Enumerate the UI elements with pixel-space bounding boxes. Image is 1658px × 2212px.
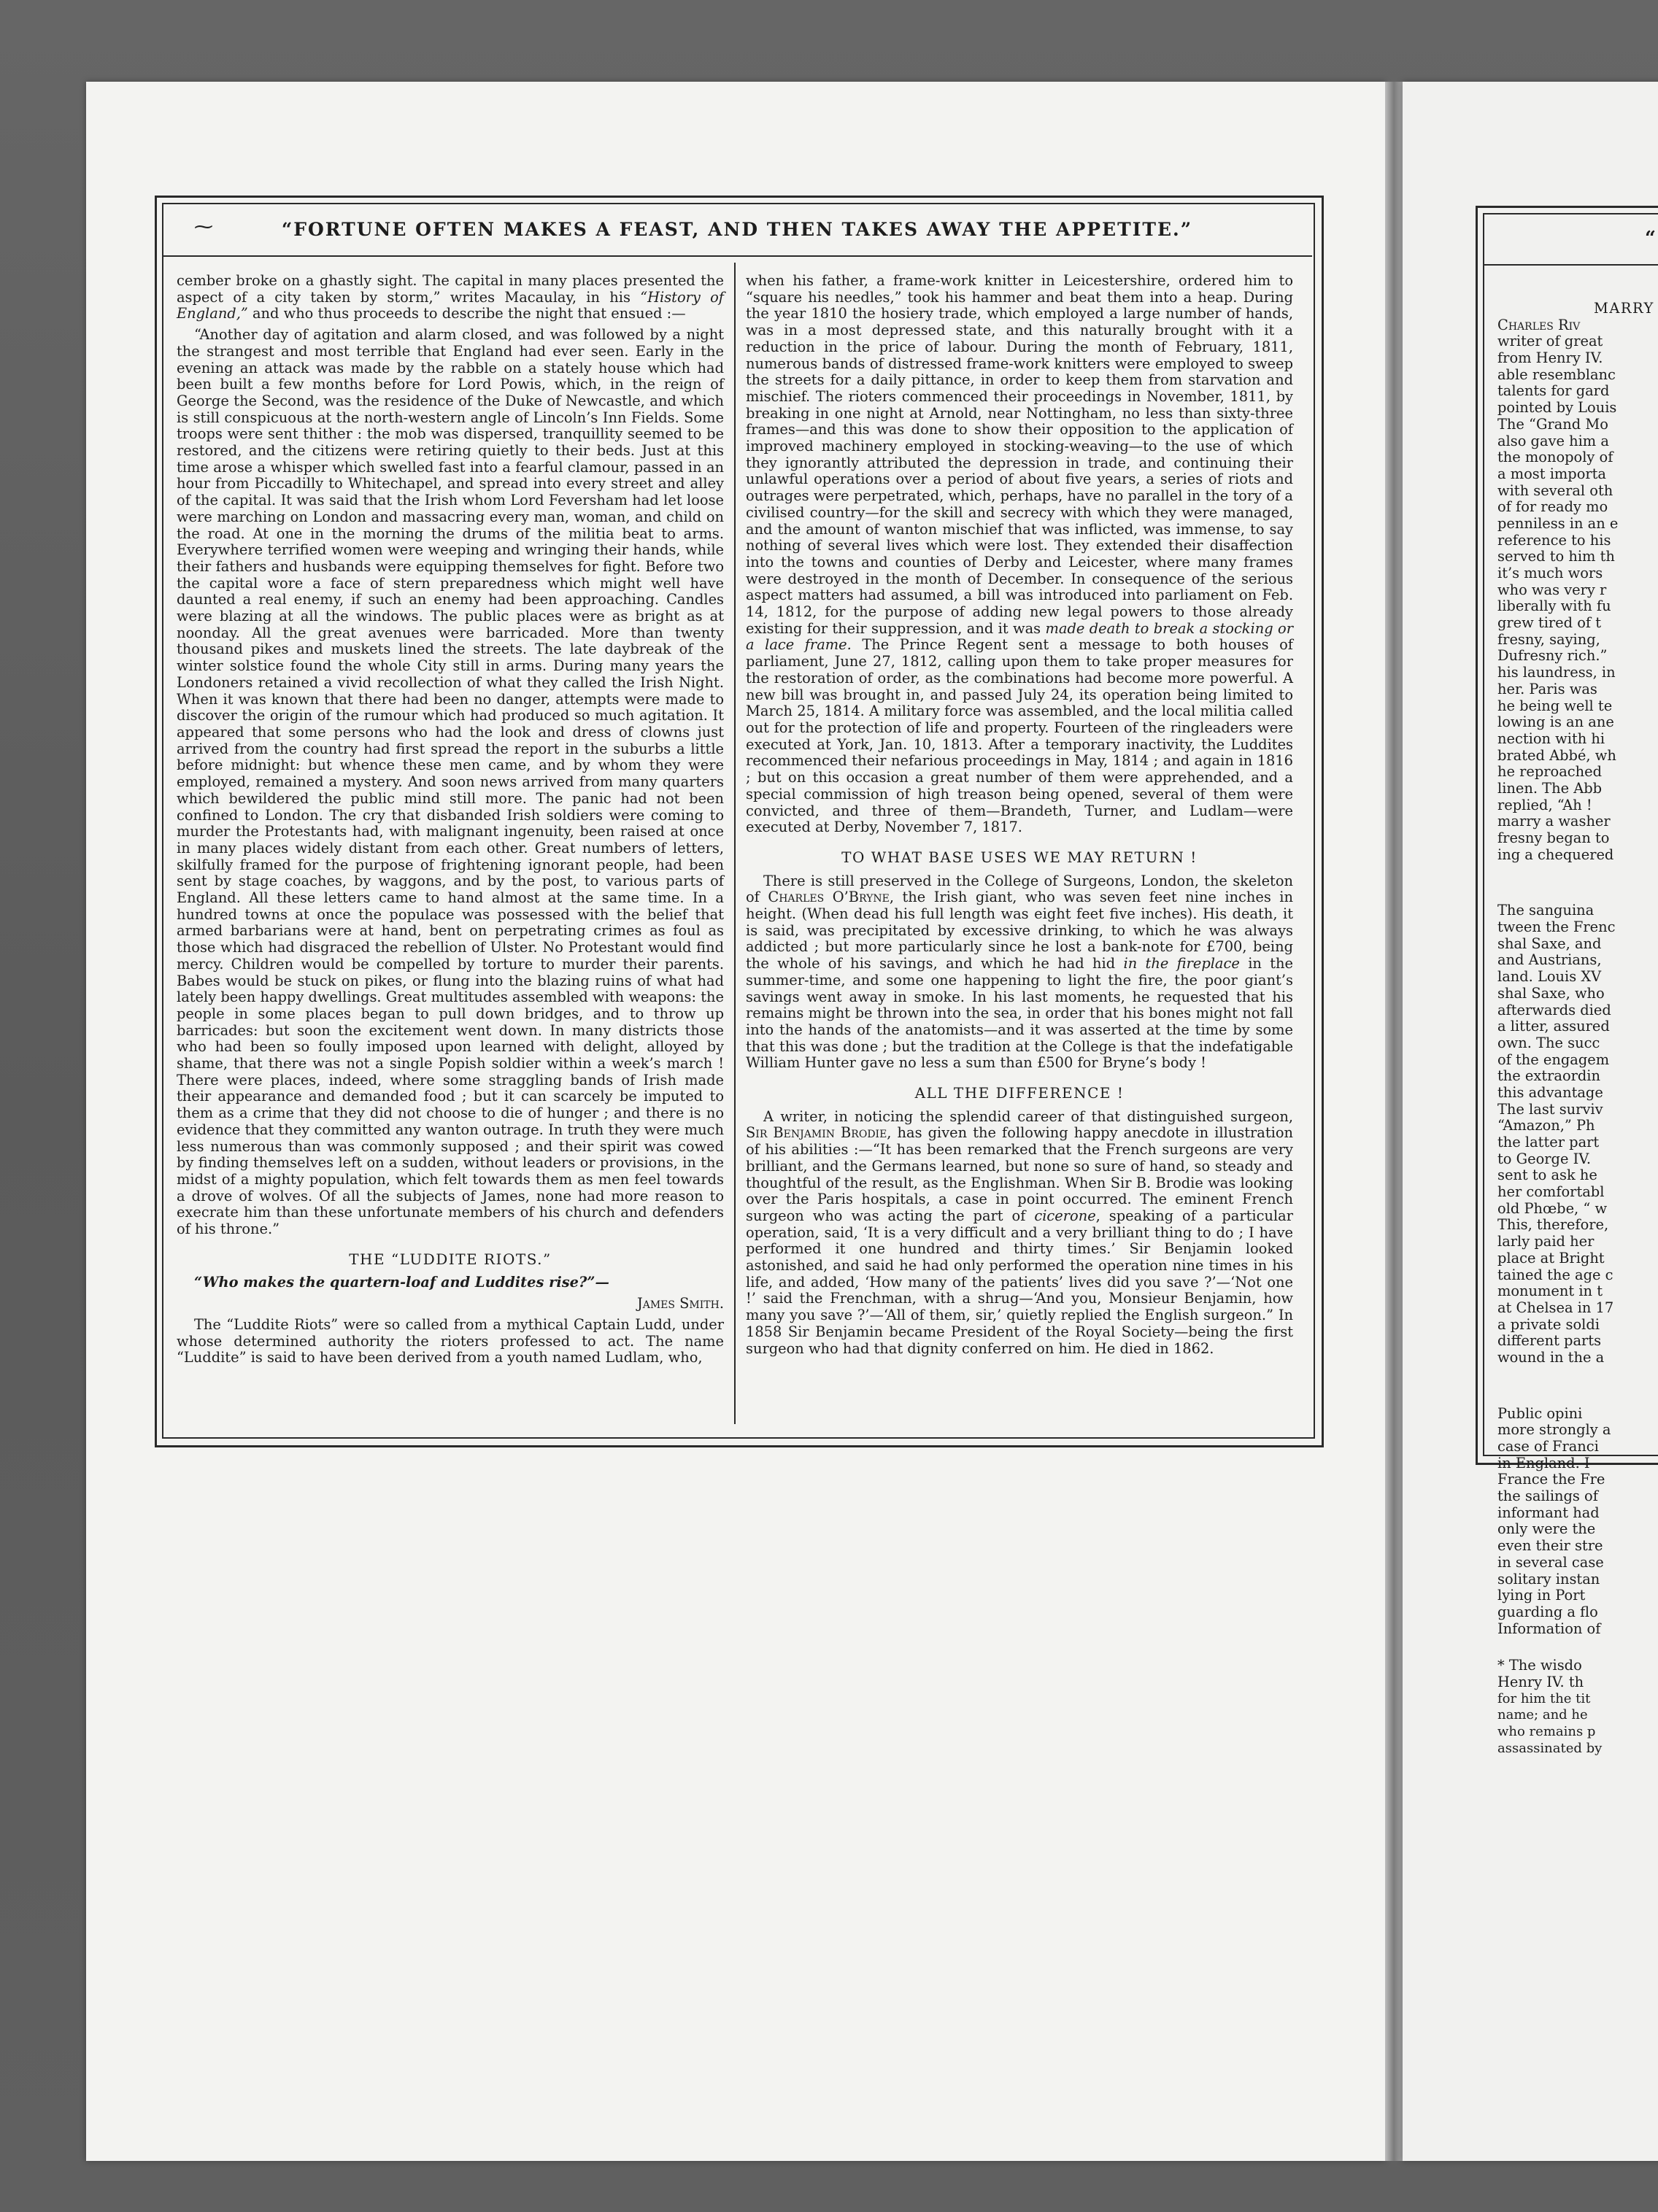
facing-text-line: shal Saxe, and [1497,935,1602,952]
facing-text-line: wound in the a [1497,1348,1605,1366]
facing-text-line: her. Paris was [1497,680,1597,697]
facing-text-line: informant had [1497,1504,1600,1521]
facing-running-header [1483,213,1658,266]
facing-text-line: to George IV. [1497,1150,1592,1167]
facing-text-line: writer of great [1497,333,1603,350]
facing-text-line: nection with hi [1497,730,1605,747]
facing-text-line: brated Abbé, wh [1497,746,1616,764]
facing-text-line: at Chelsea in 17 [1497,1299,1614,1316]
column-divider [734,263,736,1424]
section-heading-difference: ALL THE DIFFERENCE ! [914,1084,1125,1102]
facing-column [1497,301,1658,1757]
facing-text-line: Public opini [1497,1404,1583,1422]
facing-text-line: ing a chequered [1497,846,1614,863]
facing-text-line: a litter, assured [1497,1018,1610,1035]
facing-text-line: Charles Riv [1497,316,1581,333]
facing-text-line: liberally with fu [1497,598,1611,615]
facing-text-line: it’s much wors [1497,565,1603,581]
running-header [162,203,1312,257]
facing-page [1403,82,1658,2161]
facing-text-line: who remains p [1497,1724,1596,1739]
facing-text-line: tween the Frenc [1497,919,1616,936]
facing-text-line: The “Grand Mo [1497,415,1608,433]
facing-text-line: France the Fre [1497,1471,1605,1488]
paragraph-gap [1497,1637,1658,1658]
book-gutter [1385,82,1403,2161]
facing-text-line: able resemblanc [1497,366,1616,383]
facing-text-line: penniless in an e [1497,514,1619,532]
facing-text-line: sent to ask he [1497,1167,1597,1184]
facing-text-line: guarding a flo [1497,1603,1598,1620]
facing-text-line: her comfortabl [1497,1183,1605,1201]
facing-text-line: for him the tit [1497,1690,1591,1706]
facing-text-line: the monopoly of [1497,449,1613,466]
facing-text-line: even their stre [1497,1537,1603,1555]
facing-text-line: in England. I [1497,1454,1590,1472]
facing-text-line: pointed by Louis [1497,399,1617,417]
left-page [86,82,1385,2161]
facing-text-line: case of Franci [1497,1438,1599,1455]
paragraph: A writer, in noticing the splendid career of that distinguished surgeon, Sir Benjamin Brodie, has given the following happy anecdote in illustration of his abilities :—“It has been remarked that the French surgeons are very brilliant, and the Germans learned, but none so sure of hand, so steady and thoughtful of the result, as the Englishman. When Sir B. Brodie was looking over the Paris hospitals, a case in point occurred. The eminent French surgeon who was acting the part of cicerone, speaking of a particular operation, said, ‘It is a very difficult and a very brilliant thing to do ; I have performed it one hundred and thirty times.’ Sir Benjamin looked astonished, and said he had only performed the operation nine times in his life, and added, ‘How many of the patients’ lives did you save ?’—‘Not one !’ said the Frenchman, with a shrug—‘And you, Monsieur Benjamin, how many you save ?’—‘All of them, sir,’ quietly replied the English surgeon.” In 1858 Sir Benjamin became President of the Royal Society—being the first surgeon who had that dignity conferred on him. He died in 1862. [746,1107,1293,1357]
facing-text-line: with several oth [1497,482,1613,499]
facing-text-line: different parts [1497,1332,1602,1350]
facing-text-line: a most importa [1497,465,1606,482]
facing-text-line: Information of [1497,1620,1601,1637]
facing-text-line: old Phœbe, “ w [1497,1199,1608,1217]
facing-text-line: MARRY [1594,300,1654,317]
facing-text-line: talents for gard [1497,382,1610,400]
left-column [177,273,724,1371]
facing-text-line: this advantage [1497,1083,1603,1101]
facing-text-line: land. Louis XV [1497,968,1602,986]
epigraph: “Who makes the quartern-loaf and Luddites rise?”— [194,1274,609,1291]
facing-text-line: in several case [1497,1553,1604,1571]
paragraph: The “Luddite Riots” were so called from a mythical Captain Ludd, under whose determined authority the rioters professed to act. The name “Luddite” is said to have been derived from a youth named Ludlam, who, [177,1315,724,1366]
facing-text-line: place at Bright [1497,1249,1605,1267]
facing-text-line: Dufresny rich.” [1497,647,1608,665]
facing-text-line: from Henry IV. [1497,349,1603,367]
facing-text-line: This, therefore, [1497,1216,1609,1234]
paragraph: There is still preserved in the College of Surgeons, London, the skeleton of Charles O’Bryne, the Irish giant, who was seven feet nine inches in height. (When dead his full length was eight feet five inches). His death, it is said, was precipitated by excessive drinking, to which he was always addicted ; but more particularly since he lost a bank-note for £700, being the whole of his savings, and which he had hid in the fireplace in the summer-time, and some one happening to light the fire, the poor giant’s savings went away in smoke. In his last moments, he requested that his remains might be thrown into the sea, in order that his bones might not fall into the hands of the anatomists—and it was asserted at the time by some that this was done ; but the tradition at the College is that the indefatigable William Hunter gave no less a sum than £500 for Bryne’s body ! [746,872,1293,1072]
facing-text-line: the extraordin [1497,1067,1600,1085]
facing-text-line: served to him th [1497,548,1615,565]
facing-text-line: own. The succ [1497,1034,1600,1051]
facing-text-line: the sailings of [1497,1488,1598,1505]
facing-text-line: fresny, saying, [1497,630,1600,648]
section-heading-luddite: THE “LUDDITE RIOTS.” [349,1250,552,1268]
paragraph-gap [1497,1366,1658,1406]
facing-text-line: linen. The Abb [1497,779,1603,797]
facing-text-line: more strongly a [1497,1421,1611,1439]
facing-text-line: who was very r [1497,581,1607,598]
right-column [746,273,1293,1361]
facing-text-line: assassinated by [1497,1740,1603,1756]
facing-text-line: monument in t [1497,1283,1603,1300]
facing-text-line: tained the age c [1497,1266,1613,1283]
facing-text-line: his laundress, in [1497,664,1616,681]
facing-text-line: of the engagem [1497,1051,1610,1068]
facing-text-line: the latter part [1497,1134,1600,1151]
facing-text-line: replied, “Ah ! [1497,796,1592,813]
facing-text-line: Henry IV. th [1497,1673,1584,1690]
facing-text-line: The last surviv [1497,1100,1603,1118]
facing-text-line: lowing is an ane [1497,714,1614,731]
ornament-icon: ⁓ [194,216,213,238]
paragraph: when his father, a frame-work knitter in Leicestershire, ordered him to “square his needles,” took his hammer and beat them into a heap. During the year 1810 the hosiery trade, which employed a large number of hands, was in a most depressed state, and this naturally brought with it a reduction in the price of labour. During the month of February, 1811, numerous bands of distressed frame-work knitters were employed to sweep the streets for a daily pittance, in order to keep them from starvation and mischief. The rioters commenced their proceedings in November, 1811, by breaking in one night at Arnold, near Nottingham, no less than sixty-three frames—and this was done to show their opposition to the application of improved machinery employed in stocking-weaving—to the use of which they ignorantly attributed the depression in trade, and continuing their unlawful operations over a period of about five years, a series of riots and outrages were perpetrated, which, perhaps, have no parallel in the tory of a civilised country—for the skill and secrecy with which they were managed, and the amount of wanton mischief that was inflicted, was immense, to say nothing of several lives which were lost. They extended their disaffection into the towns and counties of Derby and Leicester, where many frames were destroyed in the month of December. In consequence of the serious aspect matters had assumed, a bill was introduced into parliament on Feb. 14, 1812, for the purpose of adding new legal powers to those already existing for their suppression, and it was made death to break a stocking or a lace frame. The Prince Regent sent a message to both houses of parliament, June 27, 1812, calling upon them to take proper measures for the restoration of order, as the combinations had become more powerful. A new bill was brought in, and passed July 24, its operation being limited to March 25, 1814. A military force was assembled, and the local militia called out for the protection of life and property. Fourteen of the ringleaders were executed at York, Jan. 10, 1813. After a temporary inactivity, the Luddites recommenced their nefarious proceedings in May, 1814 ; and again in 1816 ; but on this occasion a great number of them were apprehended, and a special commission of high treason being opened, several of them were convicted, and three of them—Brandeth, Turner, and Ludlam—were executed at Derby, November 7, 1817. [746,272,1293,836]
facing-text-line: solitary instan [1497,1570,1600,1588]
facing-text-line: larly paid her [1497,1233,1595,1250]
facing-text-line: name; and he [1497,1707,1588,1723]
paragraph: cember broke on a ghastly sight. The capital in many places presented the aspect of a city taken by storm,” writes Macaulay, in his “History of England,” and who thus proceeds to describe the night that ensued :— [177,272,724,322]
facing-text-line: he being well te [1497,697,1613,714]
facing-text-line: fresny began to [1497,830,1610,846]
macaulay-quote: “Another day of agitation and alarm closed, and was followed by a night the strangest and most terrible that England had ever seen. Early in the evening an attack was made by the rabble on a stately house which had been built a few months before for Lord Powis, which, in the reign of George the Second, was the residence of the Duke of Newcastle, and which is still conspicuous at the north-western angle of Lincoln’s Inn Fields. Some troops were sent thither : the mob was dispersed, tranquillity seemed to be restored, and the citizens were retiring quietly to their beds. Just at this time arose a whisper which swelled fast into a fearful clamour, passed in an hour from Piccadilly to Whitechapel, and spread into every street and alley of the capital. It was said that the Irish whom Lord Feversham had let loose were marching on London and massacring every man, woman, and child on the road. At one in the morning the drums of the militia beat to arms. Everywhere terrified women were weeping and wringing their hands, while their fathers and husbands were equipping themselves for fight. Before two the capital wore a face of stern preparedness which might well have daunted a real enemy, if such an enemy had been approaching. Candles were blazing at all the windows. The public places were as bright as at noonday. All the great avenues were barricaded. More than twenty thousand pikes and muskets lined the streets. The late daybreak of the winter solstice found the whole City still in arms. During many years the Londoners retained a vivid recollection of what they called the Irish Night. When it was known that there had been no danger, attempts were made to discover the origin of the rumour which had produced so much agitation. It appeared that some persons who had the look and dress of clowns just arrived from the country had first spread the report in the suburbs a little before midnight: but whence these men came, and by whom they were employed, remained a mystery. And soon news arrived from many quarters which bewildered the public mind still more. The panic had not been confined to London. The cry that disbanded Irish soldiers were coming to murder the Protestants had, with malignant ingenuity, been raised at once in many places widely distant from each other. Great numbers of letters, skilfully framed for the purpose of frightening ignorant people, had been sent by stage coaches, by waggons, and by the post, to various parts of England. All these letters came to hand almost at the same time. In a hundred towns at once the populace was possessed with the belief that armed barbarians were at hand, bent on perpetrating crimes as foul as those which had disgraced the rebellion of Ulster. No Protestant would find mercy. Children would be compelled by torture to murder their parents. Babes would be stuck on pikes, or flung into the blazing ruins of what had lately been happy dwellings. Great multitudes assembled with weapons: the people in some places began to pull down bridges, and to throw up barricades: but soon the excitement went down. In many districts those who had been so foully imposed upon learned with delight, alloyed by shame, that there was not a single Popish soldier within a week’s march ! There were places, indeed, where some straggling bands of Irish made their appearance and demanded food ; but it can scarcely be imputed to them as a crime that they did not choose to die of hunger ; and there is no evidence that they committed any wanton outrage. In truth they were much less numerous than was commonly supposed ; and their spirit was cowed by finding themselves left on a sudden, without leaders or provisions, in the midst of a mighty population, which felt towards them as men feel towards a drove of wolves. Of all the subjects of James, none had more reason to execrate him than these unfortunate members of his church and defenders of his throne.” [177,326,724,1238]
facing-text-line: marry a washer [1497,813,1611,830]
facing-text-line: of for ready mo [1497,498,1608,516]
facing-text-line: grew tired of t [1497,614,1602,632]
facing-text-line: he reproached [1497,763,1603,781]
facing-header-fragment: “ [1645,228,1656,250]
section-heading-base-uses: TO WHAT BASE USES WE MAY RETURN ! [841,848,1198,866]
running-title: “FORTUNE OFTEN MAKES A FEAST, AND THEN TAKES AWAY THE APPETITE.” [281,219,1193,240]
epigraph-attribution: James Smith. [636,1295,724,1312]
facing-text-line: * The wisdo [1497,1657,1582,1674]
paragraph-gap [1497,863,1658,902]
facing-text-line: shal Saxe, who [1497,984,1605,1002]
facing-text-line: a private soldi [1497,1315,1600,1333]
facing-text-line: “Amazon,” Ph [1497,1117,1595,1134]
facing-text-line: reference to his [1497,531,1611,549]
facing-text-line: only were the [1497,1520,1596,1538]
facing-text-line: lying in Port [1497,1587,1586,1604]
facing-text-line: The sanguina [1497,902,1595,919]
facing-text-line: also gave him a [1497,432,1609,449]
facing-text-line: afterwards died [1497,1001,1611,1018]
facing-text-line: and Austrians, [1497,951,1602,969]
